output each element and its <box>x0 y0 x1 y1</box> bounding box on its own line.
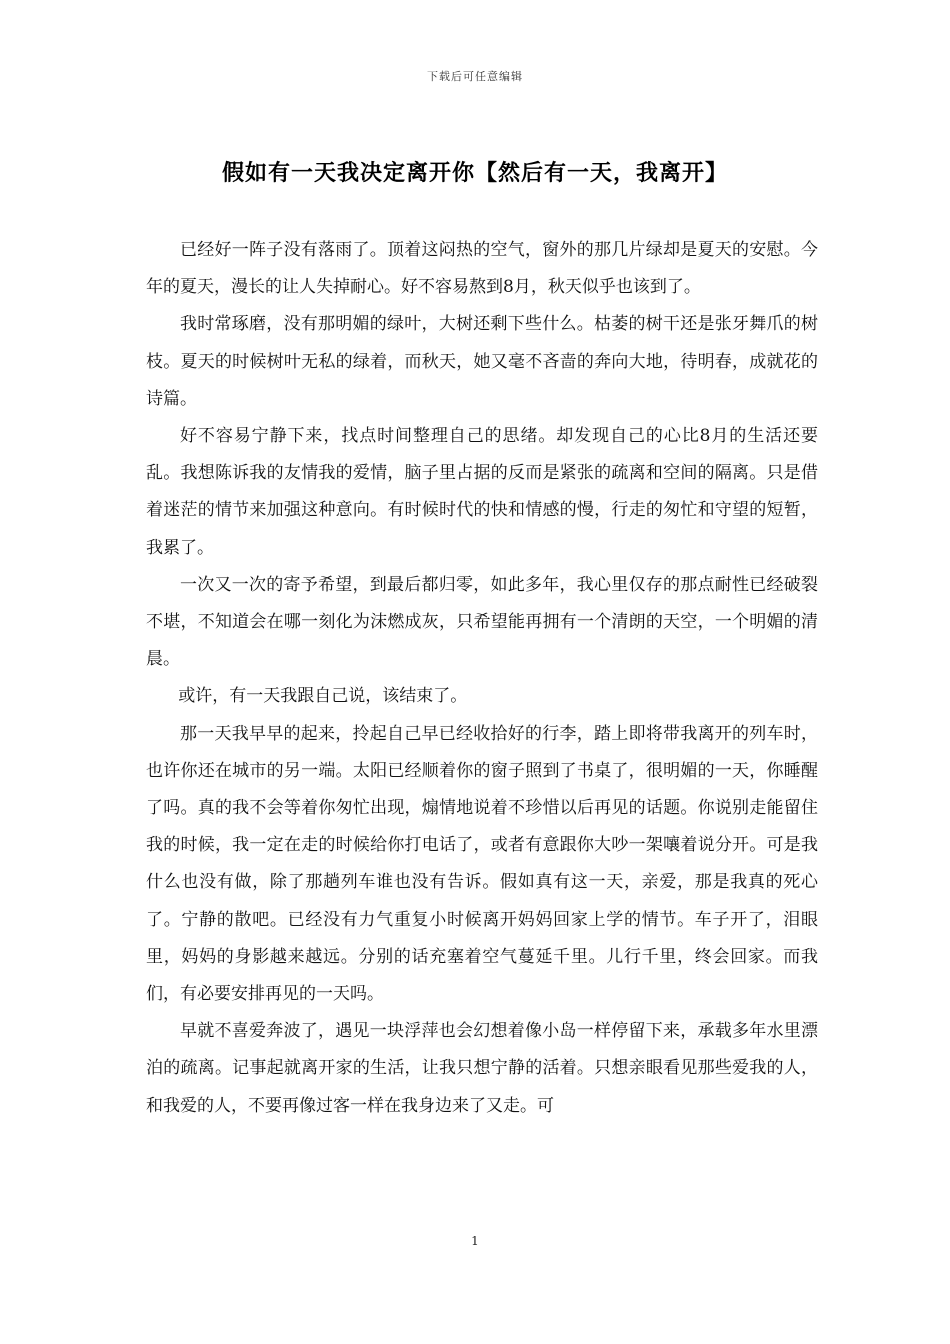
document-title: 假如有一天我决定离开你【然后有一天，我离开】 <box>221 160 728 186</box>
paragraph-6: 那一天我早早的起来，拎起自己早已经收拾好的行李，踏上即将带我离开的列车时，也许你还在城市的另一端。太阳已经顺着你的窗子照到了书桌了，很明媚的一天，你睡醒了吗。真的我不会等着你匆忙出现，煽情地说着不珍惜以后再见的话题。你说别走能留住我的时候，我一定在走的时候给你打电话了，或者有意跟你大吵一架嚷着说分开。可是我什么也没有做，除了那趟列车谁也没有告诉。假如真有这一天，亲爱，那是我真的死心了。宁静的散吧。已经没有力气重复小时候离开妈妈回家上学的情节。车子开了，泪眼里，妈妈的身影越来越远。分别的话充塞着空气蔓延千里。儿行千里，终会回家。而我们，有必要安排再见的一天吗。 <box>146 723 818 1005</box>
paragraph-5: 或许，有一天我跟自己说，该结束了。 <box>178 686 468 707</box>
paragraph-4: 一次又一次的寄予希望，到最后都归零，如此多年，我心里仅存的那点耐性已经破裂不堪，不知道会在哪一刻化为沫燃成灰，只希望能再拥有一个清朗的天空，一个明媚的清晨。 <box>146 574 818 670</box>
page-header-note: 下载后可任意编辑 <box>427 70 523 83</box>
paragraph-7: 早就不喜爱奔波了，遇见一块浮萍也会幻想着像小岛一样停留下来，承载多年水里漂泊的疏离。记事起就离开家的生活，让我只想宁静的活着。只想亲眼看见那些爱我的人，和我爱的人，不要再像过客一样在我身边来了又走。可 <box>146 1021 818 1116</box>
paragraph-3: 好不容易宁静下来，找点时间整理自己的思绪。却发现自己的心比8月的生活还要乱。我想陈诉我的友情我的爱情，脑子里占据的反而是紧张的疏离和空间的隔离。只是借着迷茫的情节来加强这种意向。有时候时代的快和情感的慢，行走的匆忙和守望的短暂，我累了。 <box>146 426 818 558</box>
paragraph-1: 已经好一阵子没有落雨了。顶着这闷热的空气，窗外的那几片绿却是夏天的安慰。今年的夏天，漫长的让人失掉耐心。好不容易熬到8月，秋天似乎也该到了。 <box>146 240 818 298</box>
page-number: 1 <box>471 1234 479 1248</box>
document-body <box>146 232 818 1125</box>
paragraph-2: 我时常琢磨，没有那明媚的绿叶，大树还剩下些什么。枯萎的树干还是张牙舞爪的树枝。夏天的时候树叶无私的绿着，而秋天，她又毫不吝啬的奔向大地，待明春，成就花的诗篇。 <box>146 314 818 409</box>
